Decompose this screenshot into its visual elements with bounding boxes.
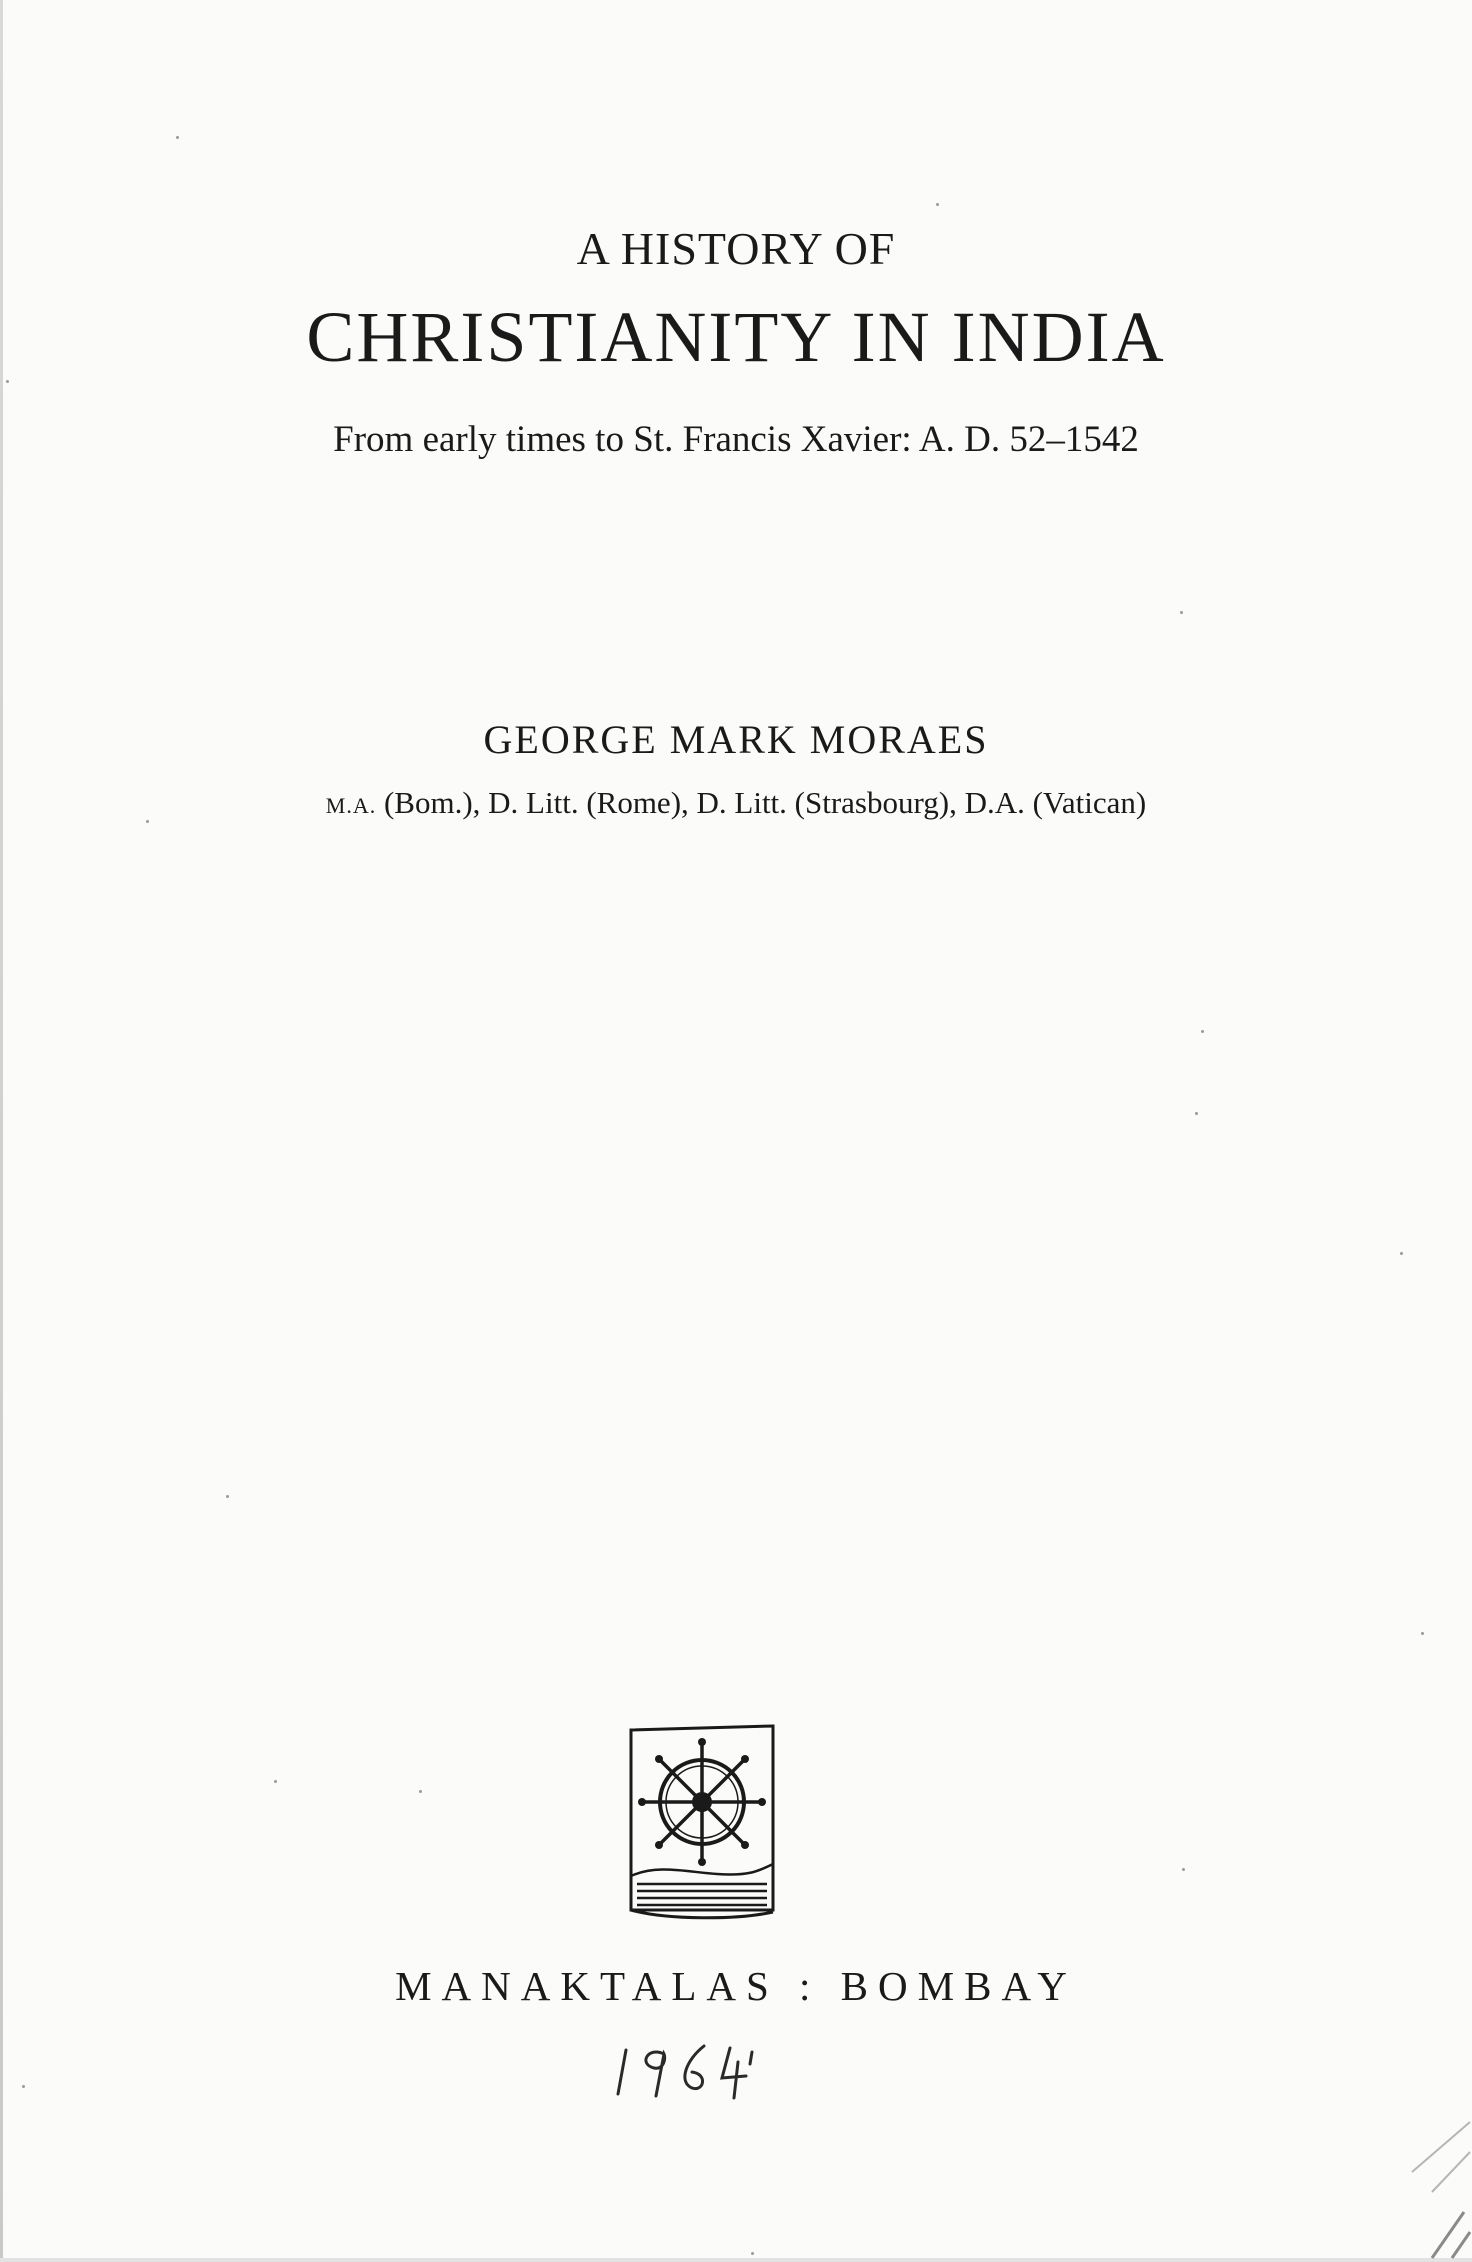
degree-first: M.A. xyxy=(325,793,377,818)
publisher-logo-icon xyxy=(627,1724,777,1924)
scan-speck xyxy=(1201,1030,1204,1033)
publisher-imprint: MANAKTALAS : BOMBAY xyxy=(395,1963,1077,2009)
degrees-rest: (Bom.), D. Litt. (Rome), D. Litt. (Strasbourg), D.A. (Vatican) xyxy=(376,785,1147,820)
scan-speck xyxy=(176,136,179,139)
author-name: GEORGE MARK MORAES xyxy=(483,717,989,762)
scan-speck xyxy=(274,1780,277,1783)
page-bottom-edge xyxy=(0,2258,1472,2262)
scan-speck xyxy=(6,380,9,383)
handwritten-year xyxy=(612,2032,782,2102)
scan-speck xyxy=(1400,1252,1403,1255)
title-kicker: A HISTORY OF xyxy=(576,223,896,274)
book-title: CHRISTIANITY IN INDIA xyxy=(306,297,1166,377)
book-subtitle: From early times to St. Francis Xavier: A. D. 52–1542 xyxy=(333,419,1139,460)
scan-speck xyxy=(1182,1868,1185,1871)
corner-scan-mark xyxy=(1352,2062,1472,2262)
scan-speck xyxy=(22,2085,25,2088)
scan-speck xyxy=(226,1495,229,1498)
author-degrees xyxy=(0,785,1472,821)
scan-speck xyxy=(1195,1112,1198,1115)
scan-speck xyxy=(1180,611,1183,614)
scan-speck xyxy=(751,2252,754,2255)
scan-speck xyxy=(419,1790,422,1793)
scan-speck xyxy=(1421,1632,1424,1635)
scan-speck xyxy=(936,203,939,206)
